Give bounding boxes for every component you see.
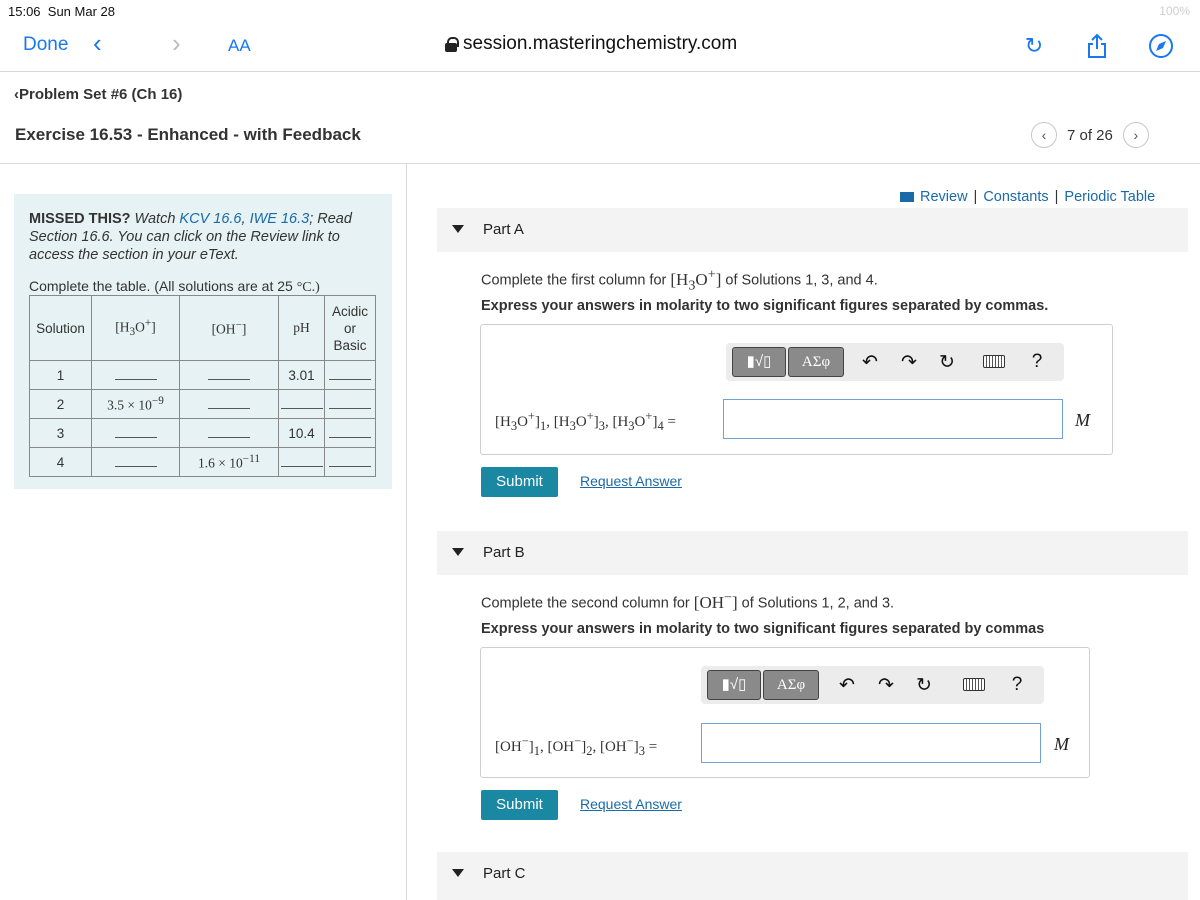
page-title: Exercise 16.53 - Enhanced - with Feedback [15, 125, 361, 144]
address-bar[interactable] [445, 33, 737, 55]
done-button[interactable]: Done [23, 34, 69, 55]
part-b-request-answer-link[interactable]: Request Answer [580, 796, 682, 812]
blank-cell [329, 426, 371, 438]
table-row: 1 3.01 [30, 361, 376, 390]
math-toolbar [726, 343, 1064, 381]
help-button[interactable]: ? [1011, 674, 1023, 695]
url-text: session.masteringchemistry.com [463, 33, 738, 54]
part-a-answer-box [480, 324, 1113, 455]
answer-label: $[OH^-]_1$, $[OH^-]_2$, $[OH^-]_3$ = [495, 734, 658, 758]
breadcrumb[interactable]: ‹Problem Set #6 (Ch 16) [14, 86, 183, 103]
part-a-answer-input[interactable] [723, 399, 1063, 439]
pager [1031, 122, 1149, 148]
browser-toolbar [0, 22, 1200, 72]
kcv-link[interactable]: KCV 16.6 [179, 211, 242, 227]
forward-chevron-icon[interactable]: › [172, 28, 181, 58]
col-header-acidic-basic: Acidic or Basic [325, 296, 376, 361]
blank-cell [329, 368, 371, 380]
status-bar [0, 0, 1200, 22]
status-time: 15:06 Sun Mar 28 [8, 4, 115, 19]
missed-this-note: MISSED THIS? Watch KCV 16.6, IWE 16.3; Read Section 16.6. You can click on the Review link to access the section in your eText. [29, 211, 352, 263]
constants-link[interactable]: Constants [983, 189, 1049, 205]
blank-cell [115, 455, 157, 467]
part-b-answer-box [480, 647, 1090, 778]
part-a-request-answer-link[interactable]: Request Answer [580, 473, 682, 489]
blank-cell [281, 397, 323, 409]
table-row: 3 10.4 [30, 419, 376, 448]
part-b-submit-button[interactable]: Submit [481, 790, 558, 820]
review-link[interactable]: Review [920, 189, 968, 205]
unit-label: M [1054, 734, 1069, 754]
table-instruction: Complete the table. (All solutions are at 25 °C.) [29, 278, 320, 295]
part-a-question: Complete the first column for $[H_3O^+]$ of Solutions 1, 3, and 4. [481, 266, 878, 294]
reset-icon[interactable]: ↻ [916, 675, 932, 696]
part-a-submit-button[interactable]: Submit [481, 467, 558, 497]
answer-label: $[H_3O^+]_1$, $[H_3O^+]_3$, $[H_3O^+]_4$ = [495, 409, 676, 433]
book-icon [900, 192, 914, 202]
col-header-oh: [OH−] [180, 296, 279, 361]
blank-cell [329, 455, 371, 467]
prev-item-button[interactable]: ‹ [1031, 122, 1057, 148]
divider [0, 163, 1200, 164]
blank-cell [208, 368, 250, 380]
blank-cell [329, 397, 371, 409]
greek-button[interactable]: ΑΣφ [763, 670, 819, 700]
undo-icon[interactable]: ↶ [862, 352, 878, 373]
keyboard-icon[interactable] [983, 355, 1005, 368]
item-counter: 7 of 26 [1067, 126, 1113, 144]
keyboard-icon[interactable] [963, 678, 985, 691]
collapse-triangle-icon [452, 548, 464, 556]
collapse-triangle-icon [452, 225, 464, 233]
part-b-answer-input[interactable] [701, 723, 1041, 763]
blank-cell [281, 455, 323, 467]
battery-indicator: 100% [1159, 4, 1190, 18]
part-a-instruction: Express your answers in molarity to two significant figures separated by commas. [481, 298, 1049, 314]
divider [406, 163, 407, 900]
blank-cell [115, 368, 157, 380]
redo-icon[interactable]: ↷ [901, 352, 917, 373]
iwe-link[interactable]: IWE 16.3 [249, 211, 310, 227]
reload-icon[interactable]: ↻ [1024, 33, 1044, 58]
help-button[interactable]: ? [1031, 351, 1043, 372]
part-b-instruction: Express your answers in molarity to two significant figures separated by commas [481, 621, 1045, 637]
undo-icon[interactable]: ↶ [839, 675, 855, 696]
blank-cell [208, 426, 250, 438]
math-toolbar [701, 666, 1044, 704]
lock-icon [445, 37, 457, 52]
part-b-header[interactable]: Part B [437, 531, 1188, 575]
next-item-button[interactable]: › [1123, 122, 1149, 148]
blank-cell [208, 397, 250, 409]
table-row: 4 $1.6 \times 10^{-11}$ [30, 448, 376, 477]
col-header-solution: Solution [30, 296, 92, 361]
greek-button[interactable]: ΑΣφ [788, 347, 844, 377]
blank-cell [115, 426, 157, 438]
table-row: 2 $3.5 \times 10^{-9}$ [30, 390, 376, 419]
reset-icon[interactable]: ↻ [939, 352, 955, 373]
template-button[interactable]: ▮√▯ [732, 347, 786, 377]
unit-label: M [1075, 410, 1090, 430]
back-chevron-icon[interactable]: ‹ [93, 28, 102, 58]
compass-icon[interactable] [1147, 33, 1175, 61]
text-size-button[interactable]: AA [228, 36, 251, 55]
resource-links: Review | Constants | Periodic Table [900, 189, 1155, 205]
share-icon[interactable] [1083, 33, 1111, 61]
periodic-table-link[interactable]: Periodic Table [1064, 189, 1156, 205]
template-button[interactable]: ▮√▯ [707, 670, 761, 700]
collapse-triangle-icon [452, 869, 464, 877]
part-a-header[interactable]: Part A [437, 208, 1188, 252]
col-header-h3o: $[H_3O^+]$ [92, 296, 180, 361]
solutions-table [29, 295, 376, 477]
redo-icon[interactable]: ↷ [878, 675, 894, 696]
part-c-header[interactable]: Part C [437, 852, 1188, 900]
part-b-question: Complete the second column for [OH−] of Solutions 1, 2, and 3. [481, 589, 895, 612]
col-header-ph: pH [279, 296, 325, 361]
